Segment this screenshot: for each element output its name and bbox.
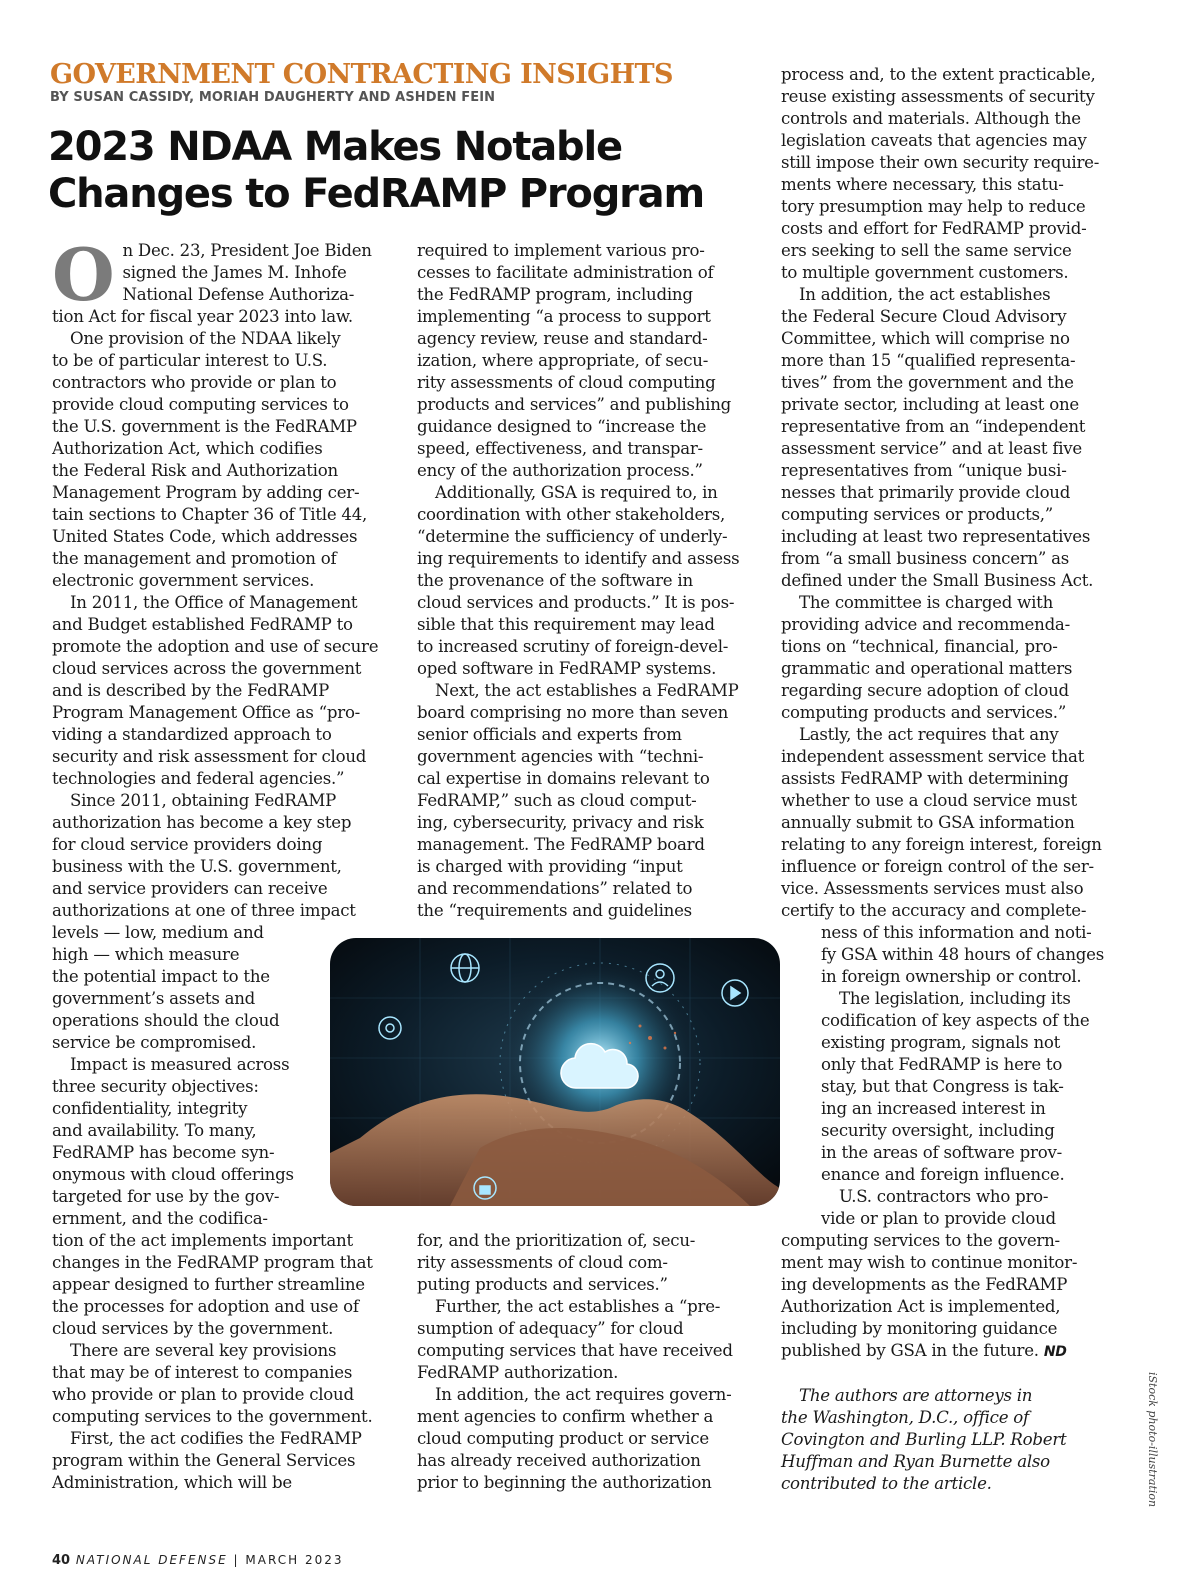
text-line: the management and promotion of (52, 549, 337, 568)
text-line: relating to any foreign interest, foreign (781, 835, 1102, 854)
text-line: and is described by the FedRAMP (52, 681, 330, 700)
text-line: technologies and federal agencies.” (52, 769, 345, 788)
text-line: Program Management Office as “pro- (52, 703, 361, 722)
text-line: In addition, the act requires govern- (435, 1385, 732, 1404)
text-line: assessment service” and at least five (781, 439, 1082, 458)
text-line: prior to beginning the authorization (417, 1473, 712, 1492)
text-line: the “requirements and guidelines (417, 901, 692, 920)
text-line: computing services that have received (417, 1341, 733, 1360)
text-line: the Federal Risk and Authorization (52, 461, 338, 480)
text-line: ment may wish to continue monitor- (781, 1253, 1078, 1272)
text-line: In 2011, the Office of Management (70, 593, 358, 612)
text-line: tion of the act implements important (52, 1231, 353, 1250)
text-line: senior officials and experts from (417, 725, 682, 744)
text-line: Authorization Act is implemented, (781, 1297, 1061, 1316)
text-line: FedRAMP has become syn- (52, 1143, 275, 1162)
text-line: for, and the prioritization of, secu- (417, 1231, 696, 1250)
text-line: management. The FedRAMP board (417, 835, 705, 854)
article-headline (48, 124, 748, 218)
text-line: required to implement various pro- (417, 241, 705, 260)
text-line: including by monitoring guidance (781, 1319, 1058, 1338)
text-line: representative from an “independent (781, 417, 1086, 436)
page-footer (52, 1553, 343, 1568)
text-line: operations should the cloud (52, 1011, 280, 1030)
text-line: including at least two representatives (781, 527, 1091, 546)
text-line: and service providers can receive (52, 879, 328, 898)
text-line: the Federal Secure Cloud Advisory (781, 307, 1067, 326)
text-line: computing services to the govern- (781, 1231, 1060, 1250)
text-line: reuse existing assessments of security (781, 87, 1095, 106)
text-line: and recommendations” related to (417, 879, 693, 898)
text-line: rity assessments of cloud com- (417, 1253, 668, 1272)
photo-credit-text: iStock photo-illustration (1146, 1372, 1159, 1508)
text-line: Management Program by adding cer- (52, 483, 360, 502)
author-note-line: the Washington, D.C., office of (781, 1408, 1029, 1427)
text-line: coordination with other stakeholders, (417, 505, 726, 524)
text-line: business with the U.S. government, (52, 857, 342, 876)
text-line: fy GSA within 48 hours of changes (821, 945, 1104, 964)
text-line: nesses that primarily provide cloud (781, 483, 1071, 502)
text-line: The legislation, including its (839, 989, 1071, 1008)
headline-line: Changes to FedRAMP Program (48, 171, 704, 217)
text-line: tion Act for fiscal year 2023 into law. (52, 307, 353, 326)
text-line: ing developments as the FedRAMP (781, 1275, 1068, 1294)
text-line: codification of key aspects of the (821, 1011, 1090, 1030)
text-line: contractors who provide or plan to (52, 373, 337, 392)
text-line: government agencies with “techni- (417, 747, 704, 766)
text-line: levels — low, medium and (52, 923, 264, 942)
author-note-line: contributed to the article. (781, 1474, 992, 1493)
text-line: the U.S. government is the FedRAMP (52, 417, 357, 436)
text-line: Next, the act establishes a FedRAMP (435, 681, 739, 700)
text-line: in foreign ownership or control. (821, 967, 1082, 986)
issue-date: MARCH 2023 (245, 1553, 344, 1567)
text-line: cloud services and products.” It is pos- (417, 593, 735, 612)
column-2 (417, 240, 762, 922)
text-line: sible that this requirement may lead (417, 615, 715, 634)
headline-line: 2023 NDAA Makes Notable (48, 124, 622, 170)
text-line: First, the act codifies the FedRAMP (70, 1429, 362, 1448)
text-line: whether to use a cloud service must (781, 791, 1077, 810)
text-line: United States Code, which addresses (52, 527, 358, 546)
text-line: security oversight, including (821, 1121, 1055, 1140)
text-line: the processes for adoption and use of (52, 1297, 359, 1316)
text-line: agency review, reuse and standard- (417, 329, 708, 348)
text-line: Lastly, the act requires that any (799, 725, 1059, 744)
text-line: the provenance of the software in (417, 571, 693, 590)
text-line: cloud services by the government. (52, 1319, 334, 1338)
drop-cap: O (52, 232, 115, 317)
text-line: representatives from “unique busi- (781, 461, 1067, 480)
text-line: tives” from the government and the (781, 373, 1074, 392)
text-line: to be of particular interest to U.S. (52, 351, 328, 370)
text-line: to multiple government customers. (781, 263, 1069, 282)
text-line: independent assessment service that (781, 747, 1085, 766)
text-line: Additionally, GSA is required to, in (435, 483, 718, 502)
text-line: Further, the act establishes a “pre- (435, 1297, 721, 1316)
author-note-line: Huffman and Ryan Burnette also (781, 1452, 1050, 1471)
text-line: program within the General Services (52, 1451, 356, 1470)
text-line: annually submit to GSA information (781, 813, 1075, 832)
text-line: only that FedRAMP is here to (821, 1055, 1063, 1074)
author-note-line: The authors are attorneys in (799, 1386, 1033, 1405)
text-line: oped software in FedRAMP systems. (417, 659, 717, 678)
text-line: vice. Assessments services must also (781, 879, 1084, 898)
text-line: viding a standardized approach to (52, 725, 332, 744)
text-line: cesses to facilitate administration of (417, 263, 714, 282)
text-line: certify to the accuracy and complete- (781, 901, 1087, 920)
text-line: that may be of interest to companies (52, 1363, 353, 1382)
text-line: n Dec. 23, President Joe Biden (122, 241, 372, 260)
text-line: is charged with providing “input (417, 857, 683, 876)
text-line: legislation caveats that agencies may (781, 131, 1087, 150)
text-line: from “a small business concern” as (781, 549, 1070, 568)
section-kicker: GOVERNMENT CONTRACTING INSIGHTS (50, 59, 673, 90)
text-line: FedRAMP,” such as cloud comput- (417, 791, 697, 810)
text-line: stay, but that Congress is tak- (821, 1077, 1064, 1096)
text-line: appear designed to further streamline (52, 1275, 365, 1294)
photo-credit (1145, 1372, 1159, 1508)
text-line: cal expertise in domains relevant to (417, 769, 710, 788)
text-line: who provide or plan to provide cloud (52, 1385, 354, 1404)
text-line: ers seeking to sell the same service (781, 241, 1072, 260)
text-line: computing services to the government. (52, 1407, 373, 1426)
text-line: rity assessments of cloud computing (417, 373, 716, 392)
text-line: enance and foreign influence. (821, 1165, 1065, 1184)
text-line: National Defense Authoriza- (122, 285, 355, 304)
text-line: regarding secure adoption of cloud (781, 681, 1069, 700)
page-number: 40 (52, 1553, 71, 1568)
column-2-continued (417, 1230, 762, 1494)
text-line: more than 15 “qualified representa- (781, 351, 1076, 370)
text-line: Impact is measured across (70, 1055, 290, 1074)
text-line: “determine the sufficiency of underly- (417, 527, 728, 546)
cloud-hands-photo (330, 938, 780, 1206)
text-line: existing program, signals not (821, 1033, 1061, 1052)
text-line: One provision of the NDAA likely (70, 329, 341, 348)
text-line: assists FedRAMP with determining (781, 769, 1069, 788)
text-line: signed the James M. Inhofe (122, 263, 347, 282)
text-line: has already received authorization (417, 1451, 701, 1470)
text-line: costs and effort for FedRAMP provid- (781, 219, 1087, 238)
text-line: in the areas of software prov- (821, 1143, 1062, 1162)
text-line: electronic government services. (52, 571, 315, 590)
publication-name: NATIONAL DEFENSE (75, 1553, 228, 1567)
text-line: FedRAMP authorization. (417, 1363, 619, 1382)
text-line: private sector, including at least one (781, 395, 1079, 414)
text-line: the FedRAMP program, including (417, 285, 693, 304)
text-line: and Budget established FedRAMP to (52, 615, 353, 634)
photo-illustration (330, 938, 780, 1206)
text-line: ization, where appropriate, of secu- (417, 351, 709, 370)
text-line: ing requirements to identify and assess (417, 549, 740, 568)
text-line: the potential impact to the (52, 967, 270, 986)
text-line: ment agencies to confirm whether a (417, 1407, 714, 1426)
text-line: The committee is charged with (799, 593, 1054, 612)
text-line: products and services” and publishing (417, 395, 732, 414)
text-line: for cloud service providers doing (52, 835, 323, 854)
text-line: computing products and services.” (781, 703, 1067, 722)
text-line: cloud services across the government (52, 659, 362, 678)
text-line: grammatic and operational matters (781, 659, 1073, 678)
text-line: confidentiality, integrity (52, 1099, 248, 1118)
text-line: targeted for use by the gov- (52, 1187, 280, 1206)
text-line: controls and materials. Although the (781, 109, 1081, 128)
text-line: vide or plan to provide cloud (821, 1209, 1056, 1228)
text-line: ing an increased interest in (821, 1099, 1046, 1118)
text-line: cloud computing product or service (417, 1429, 709, 1448)
text-line: Administration, which will be (52, 1473, 292, 1492)
text-line: Authorization Act, which codifies (52, 439, 323, 458)
text-line: ency of the authorization process.” (417, 461, 703, 480)
text-line: government’s assets and (52, 989, 256, 1008)
text-line: guidance designed to “increase the (417, 417, 707, 436)
byline: BY SUSAN CASSIDY, MORIAH DAUGHERTY AND ASHDEN FEIN (50, 90, 496, 105)
text-line: ness of this information and noti- (821, 923, 1092, 942)
text-line: implementing “a process to support (417, 307, 711, 326)
text-line: sumption of adequacy” for cloud (417, 1319, 684, 1338)
text-line: ments where necessary, this statu- (781, 175, 1064, 194)
text-line: board comprising no more than seven (417, 703, 729, 722)
text-line (781, 1340, 1126, 1363)
text-line: defined under the Small Business Act. (781, 571, 1094, 590)
column-1 (52, 232, 397, 1494)
text-line: process and, to the extent practicable, (781, 65, 1096, 84)
text-line: U.S. contractors who pro- (839, 1187, 1049, 1206)
text-line: high — which measure (52, 945, 240, 964)
text-line: tory presumption may help to reduce (781, 197, 1086, 216)
text-line: ernment, and the codifica- (52, 1209, 268, 1228)
text-line: still impose their own security require- (781, 153, 1100, 172)
text-line: authorizations at one of three impact (52, 901, 356, 920)
text-line-end: published by GSA in the future. (781, 1341, 1039, 1360)
text-line: influence or foreign control of the ser- (781, 857, 1094, 876)
text-line: and availability. To many, (52, 1121, 257, 1140)
text-line: onymous with cloud offerings (52, 1165, 294, 1184)
text-line: tions on “technical, financial, pro- (781, 637, 1058, 656)
footer-separator: | (233, 1553, 240, 1567)
text-line: In addition, the act establishes (799, 285, 1051, 304)
text-line: authorization has become a key step (52, 813, 352, 832)
end-mark: ND (1043, 1344, 1067, 1360)
text-line: three security objectives: (52, 1077, 259, 1096)
text-line: service be compromised. (52, 1033, 257, 1052)
text-line: to increased scrutiny of foreign-devel- (417, 637, 729, 656)
author-note-line: Covington and Burling LLP. Robert (781, 1430, 1067, 1449)
text-line: tain sections to Chapter 36 of Title 44, (52, 505, 368, 524)
text-line: computing services or products,” (781, 505, 1054, 524)
text-line: speed, effectiveness, and transpar- (417, 439, 703, 458)
column-3 (781, 64, 1126, 1495)
text-line: changes in the FedRAMP program that (52, 1253, 373, 1272)
text-line: promote the adoption and use of secure (52, 637, 379, 656)
text-line: puting products and services.” (417, 1275, 668, 1294)
text-line: Committee, which will comprise no (781, 329, 1070, 348)
text-line: ing, cybersecurity, privacy and risk (417, 813, 704, 832)
text-line: provide cloud computing services to (52, 395, 349, 414)
text-line: security and risk assessment for cloud (52, 747, 367, 766)
text-line: providing advice and recommenda- (781, 615, 1070, 634)
text-line: Since 2011, obtaining FedRAMP (70, 791, 337, 810)
text-line: There are several key provisions (70, 1341, 337, 1360)
